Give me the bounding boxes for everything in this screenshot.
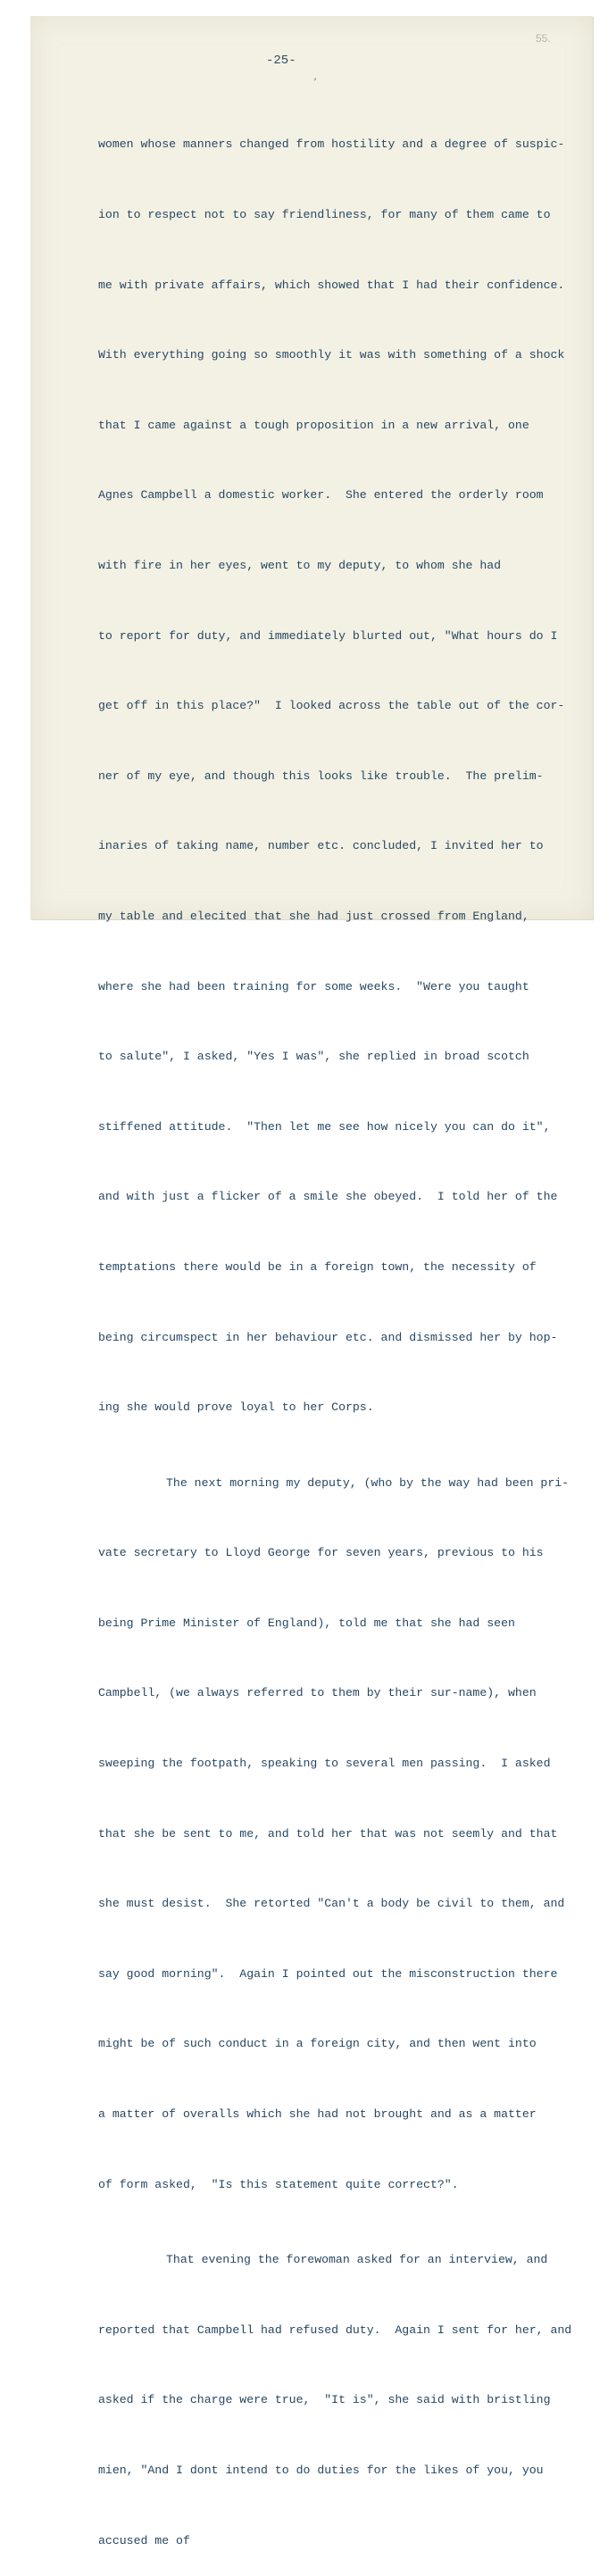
text-line: a matter of overalls which she had not brought and as a matter [98, 2107, 537, 2122]
text-line: Agnes Campbell a domestic worker. She entered the orderly room [98, 488, 544, 503]
text-line: that I came against a tough proposition in a new arrival, one [98, 418, 529, 432]
text-line: asked if the charge were true, "It is", she said with bristling [98, 2393, 551, 2407]
stray-mark: , [313, 73, 319, 82]
text-line: inaries of taking name, number etc. concluded, I invited her to [98, 839, 544, 853]
text-line: temptations there would be in a foreign town, the necessity of [98, 1259, 537, 1274]
text-line: vate secretary to Lloyd George for seven years, previous to his [98, 1546, 544, 1560]
text-line: of form asked, "Is this statement quite correct?". [98, 2177, 459, 2191]
text-line: stiffened attitude. "Then let me see how nicely you can do it", [98, 1119, 551, 1134]
page-number: -25- [266, 54, 296, 68]
text-line: ion to respect not to say friendliness, for many of them came to [98, 208, 551, 221]
text-line: women whose manners changed from hostility and a degree of suspic- [98, 137, 565, 152]
text-line: With everything going so smoothly it was with something of a shock [98, 348, 565, 362]
text-line: my table and elecited that she had just crossed from England, [98, 909, 529, 923]
text-line: Campbell, (we always referred to them by their sur-name), when [98, 1686, 537, 1700]
typed-text [98, 87, 580, 2576]
text-line: mien, "And I dont intend to do duties for the likes of you, you [98, 2464, 544, 2477]
text-line: and with just a flicker of a smile she obeyed. I told her of the [98, 1190, 558, 1204]
text-line: might be of such conduct in a foreign city, and then went into [98, 2037, 537, 2051]
text-line: ner of my eye, and though this looks like trouble. The prelim- [98, 769, 544, 783]
folio-number: 55. [536, 32, 551, 45]
text-line: accused me of [98, 2533, 190, 2547]
text-line: ing she would prove loyal to her Corps. [98, 1400, 374, 1415]
text-line: she must desist. She retorted "Can't a body be civil to them, and [98, 1897, 565, 1911]
text-line: where she had been training for some weeks. "Were you taught [98, 979, 529, 993]
text-line: being circumspect in her behaviour etc. and dismissed her by hop- [98, 1330, 558, 1344]
text-line: being Prime Minister of England), told me that she had seen [98, 1616, 515, 1630]
text-line: to report for duty, and immediately blurted out, "What hours do I [98, 628, 558, 643]
text-line: get off in this place?" I looked across the table out of the cor- [98, 699, 565, 713]
text-line-paragraph-start: The next morning my deputy, (who by the way had been pri- [166, 1475, 570, 1490]
text-line: sweeping the footpath, speaking to several men passing. I asked [98, 1757, 551, 1771]
text-line: to salute", I asked, "Yes I was", she replied in broad scotch [98, 1050, 529, 1064]
text-line-paragraph-start: That evening the forewoman asked for an interview, and [166, 2253, 548, 2267]
text-line: reported that Campbell had refused duty. Again I sent for her, and [98, 2323, 572, 2337]
text-line: with fire in her eyes, went to my deputy, to whom she had [98, 558, 502, 572]
text-line: say good morning". Again I pointed out the misconstruction there [98, 1966, 558, 1981]
text-line: me with private affairs, which showed that I had their confidence. [98, 278, 565, 292]
text-line: that she be sent to me, and told her that was not seemly and that [98, 1826, 558, 1841]
